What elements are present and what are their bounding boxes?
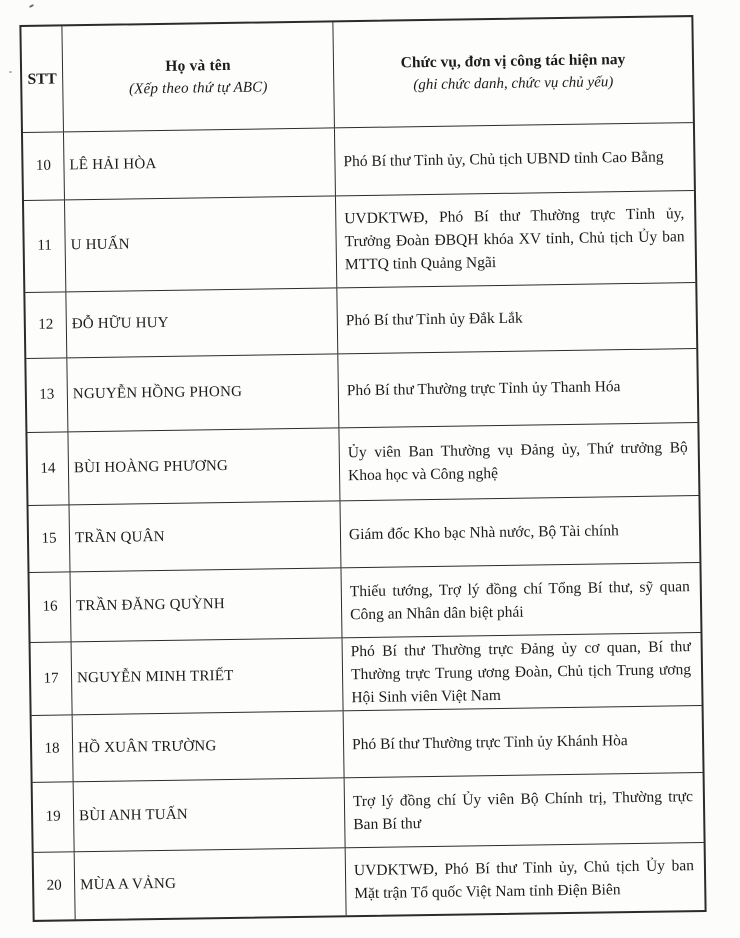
- stt-cell: 13: [26, 358, 68, 432]
- position-cell: Phó Bí thư Tỉnh ủy, Chủ tịch UBND tỉnh Cao Bằng: [343, 148, 664, 171]
- header-position-title: Chức vụ, đơn vị công tác hiện nay: [400, 50, 626, 71]
- name-cell: U HUẤN: [65, 196, 337, 291]
- position-cell: UVDKTWĐ, Phó Bí thư Tỉnh ủy, Chủ tịch Ủy ban Mặt trận Tổ quốc Việt Nam tỉnh Điện Biên: [353, 856, 695, 902]
- table-row: [25, 283, 696, 359]
- stt-cell: 16: [30, 572, 72, 642]
- position-cell: Phó Bí thư Thường trực Tỉnh ủy Khánh Hòa: [351, 731, 628, 753]
- position-cell: Ủy viên Ban Thường vụ Đảng ủy, Thứ trưởng Bộ Khoa học và Công nghệ: [347, 439, 688, 485]
- stt-cell: 19: [33, 782, 75, 852]
- position-cell: Phó Bí thư Thường trực Đảng ủy cơ quan, Bí thư Thường trực Trung ương Đoàn, Chủ tịch Trung ương Hội Sinh viên Việt Nam: [350, 637, 692, 706]
- stt-cell: 15: [29, 505, 71, 572]
- table-row: [27, 423, 698, 506]
- name-cell: ĐỖ HỮU HUY: [66, 288, 338, 357]
- name-cell: TRẦN ĐĂNG QUỲNH: [71, 568, 343, 641]
- name-cell: MÙA A VẢNG: [75, 848, 347, 919]
- table-row: [32, 706, 703, 783]
- name-cell: BÙI HOÀNG PHƯƠNG: [68, 428, 340, 504]
- position-cell: Trợ lý đồng chí Ủy viên Bộ Chính trị, Thường trực Ban Bí thư: [352, 787, 694, 833]
- table-row: [31, 633, 702, 716]
- stt-cell: 17: [31, 642, 73, 715]
- name-cell: NGUYỄN MINH TRIẾT: [72, 638, 344, 714]
- name-cell: NGUYỄN HỒNG PHONG: [67, 354, 339, 431]
- position-cell: Phó Bí thư Tỉnh ủy Đắk Lắk: [345, 309, 523, 330]
- name-cell: LÊ HẢI HÒA: [64, 128, 336, 199]
- table-row: [24, 191, 695, 293]
- table-row: [33, 773, 704, 853]
- position-cell: Thiếu tướng, Trợ lý đồng chí Tổng Bí thư, sỹ quan Công an Nhân dân biệt phái: [349, 577, 690, 623]
- table-row: [30, 563, 701, 643]
- name-cell: BÙI ANH TUẤN: [74, 778, 346, 851]
- name-cell: HỒ XUÂN TRƯỜNG: [73, 711, 345, 781]
- table-row: [23, 123, 694, 201]
- stt-cell: 10: [23, 132, 65, 200]
- table-row: [34, 843, 705, 920]
- table-header-row: [21, 17, 692, 133]
- header-name-subtitle: (Xếp theo thứ tự ABC): [128, 78, 268, 97]
- stt-cell: 11: [24, 200, 66, 292]
- stt-cell: 14: [27, 432, 69, 505]
- stt-cell: 18: [32, 715, 74, 782]
- position-cell: UVDKTWĐ, Phó Bí thư Thường trực Tỉnh ủy, Trưởng Đoàn ĐBQH khóa XV tỉnh, Chủ tịch Ủy ban MTTQ tỉnh Quảng Ngãi: [344, 205, 685, 274]
- officials-table: [19, 15, 706, 922]
- name-cell: TRẦN QUÂN: [70, 501, 342, 571]
- scan-speck: [29, 4, 34, 8]
- stt-cell: 20: [34, 852, 76, 920]
- table-row: [26, 349, 697, 433]
- header-stt: [21, 26, 64, 132]
- position-cell: Giám đốc Kho bạc Nhà nước, Bộ Tài chính: [348, 521, 619, 543]
- header-position: [333, 17, 693, 127]
- stt-cell: 12: [25, 292, 67, 358]
- scan-speck: [9, 71, 12, 73]
- table-row: [29, 496, 700, 573]
- header-name-title: Họ và tên: [165, 56, 231, 75]
- position-cell: Phó Bí thư Thường trực Tỉnh ủy Thanh Hóa: [346, 378, 621, 400]
- header-name: [62, 22, 335, 131]
- header-position-subtitle: (ghi chức danh, chức vụ chủ yếu): [413, 73, 614, 93]
- header-stt-label: STT: [27, 69, 57, 88]
